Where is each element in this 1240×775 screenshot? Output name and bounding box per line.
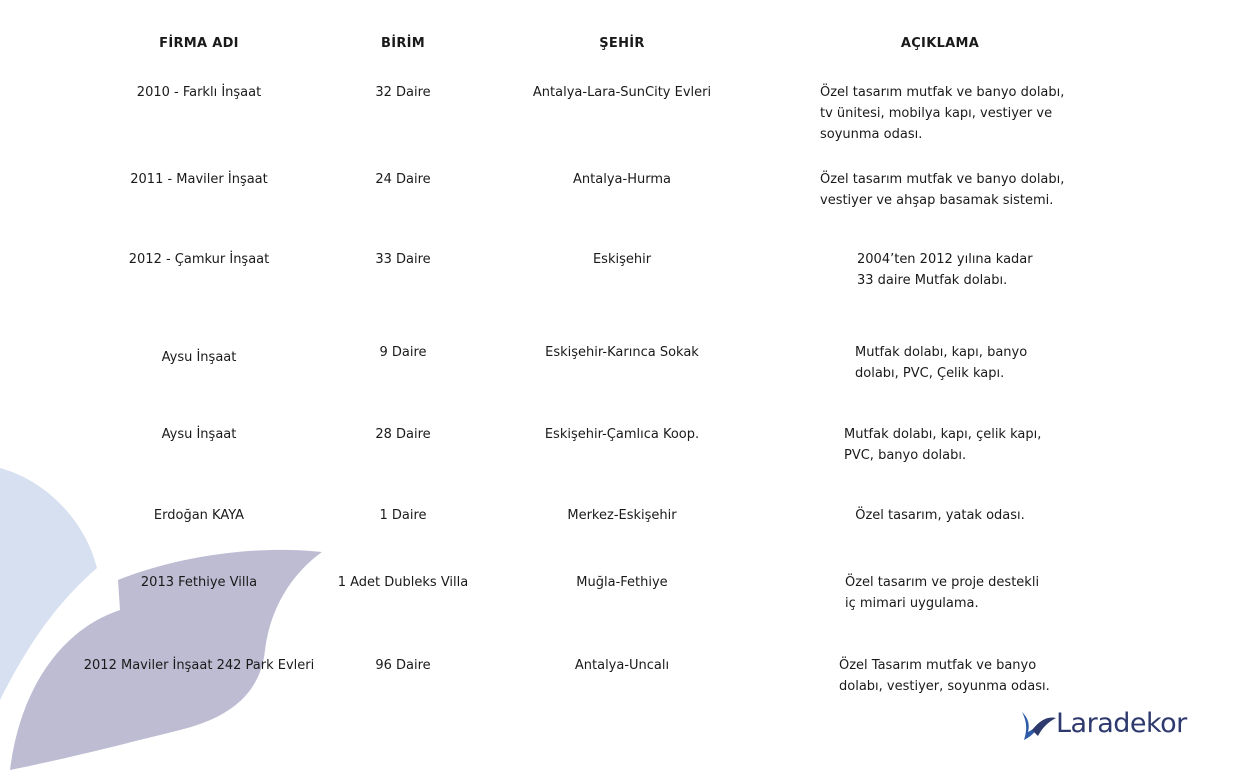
row-aciklama	[780, 505, 1100, 526]
row-sehir: Eskişehir-Çamlıca Koop.	[544, 427, 700, 442]
bird-icon	[1018, 710, 1058, 742]
header-birim: BİRİM	[380, 36, 426, 51]
aciklama-line: soyunma odası.	[820, 127, 923, 142]
row-birim: 9 Daire	[379, 345, 427, 360]
row-birim: 33 Daire	[375, 252, 431, 267]
row-birim: 1 Daire	[379, 508, 427, 523]
aciklama-line: dolabı, PVC, Çelik kapı.	[855, 366, 1005, 381]
row-firma: Aysu İnşaat	[161, 350, 237, 365]
header-sehir: ŞEHİR	[599, 36, 645, 51]
row-firma: Erdoğan KAYA	[153, 508, 245, 523]
aciklama-line: iç mimari uygulama.	[845, 596, 979, 611]
row-sehir: Antalya-Uncalı	[574, 658, 670, 673]
row-sehir: Muğla-Fethiye	[576, 575, 668, 590]
row-firma: 2012 - Çamkur İnşaat	[128, 252, 270, 267]
row-aciklama	[857, 249, 1097, 291]
row-aciklama	[855, 342, 1095, 384]
row-birim: 28 Daire	[375, 427, 431, 442]
row-aciklama	[839, 655, 1099, 697]
row-aciklama	[844, 424, 1094, 466]
aciklama-line: tv ünitesi, mobilya kapı, vestiyer ve	[820, 106, 1053, 121]
logo-text: Laradekor	[1056, 708, 1187, 739]
aciklama-line: Özel tasarım mutfak ve banyo dolabı,	[820, 85, 1065, 100]
row-firma: 2012 Maviler İnşaat 242 Park Evleri	[83, 658, 315, 673]
aciklama-line: Özel tasarım ve proje destekli	[845, 575, 1040, 590]
row-aciklama	[820, 169, 1100, 211]
row-birim: 32 Daire	[375, 85, 431, 100]
row-birim: 1 Adet Dubleks Villa	[337, 575, 469, 590]
aciklama-line: Özel tasarım, yatak odası.	[855, 508, 1025, 523]
header-aciklama: AÇIKLAMA	[900, 36, 980, 51]
row-firma: 2011 - Maviler İnşaat	[130, 172, 268, 187]
aciklama-line: vestiyer ve ahşap basamak sistemi.	[820, 193, 1054, 208]
row-birim: 24 Daire	[375, 172, 431, 187]
aciklama-line: 33 daire Mutfak dolabı.	[857, 273, 1008, 288]
row-sehir: Eskişehir-Karınca Sokak	[545, 345, 699, 360]
row-sehir: Merkez-Eskişehir	[567, 508, 677, 523]
aciklama-line: dolabı, vestiyer, soyunma odası.	[839, 679, 1050, 694]
row-sehir: Antalya-Lara-SunCity Evleri	[532, 85, 712, 100]
row-sehir: Eskişehir	[592, 252, 652, 267]
aciklama-line: Mutfak dolabı, kapı, banyo	[855, 345, 1028, 360]
aciklama-line: Mutfak dolabı, kapı, çelik kapı,	[844, 427, 1042, 442]
header-firma: FİRMA ADI	[159, 36, 239, 51]
row-aciklama	[845, 572, 1095, 614]
row-firma: 2013 Fethiye Villa	[140, 575, 258, 590]
row-birim: 96 Daire	[375, 658, 431, 673]
aciklama-line: 2004’ten 2012 yılına kadar	[857, 252, 1033, 267]
row-sehir: Antalya-Hurma	[573, 172, 671, 187]
row-firma: 2010 - Farklı İnşaat	[136, 85, 262, 100]
row-aciklama	[820, 82, 1100, 145]
aciklama-line: Özel Tasarım mutfak ve banyo	[839, 658, 1037, 673]
aciklama-line: PVC, banyo dolabı.	[844, 448, 967, 463]
aciklama-line: Özel tasarım mutfak ve banyo dolabı,	[820, 172, 1065, 187]
row-firma: Aysu İnşaat	[161, 427, 237, 442]
